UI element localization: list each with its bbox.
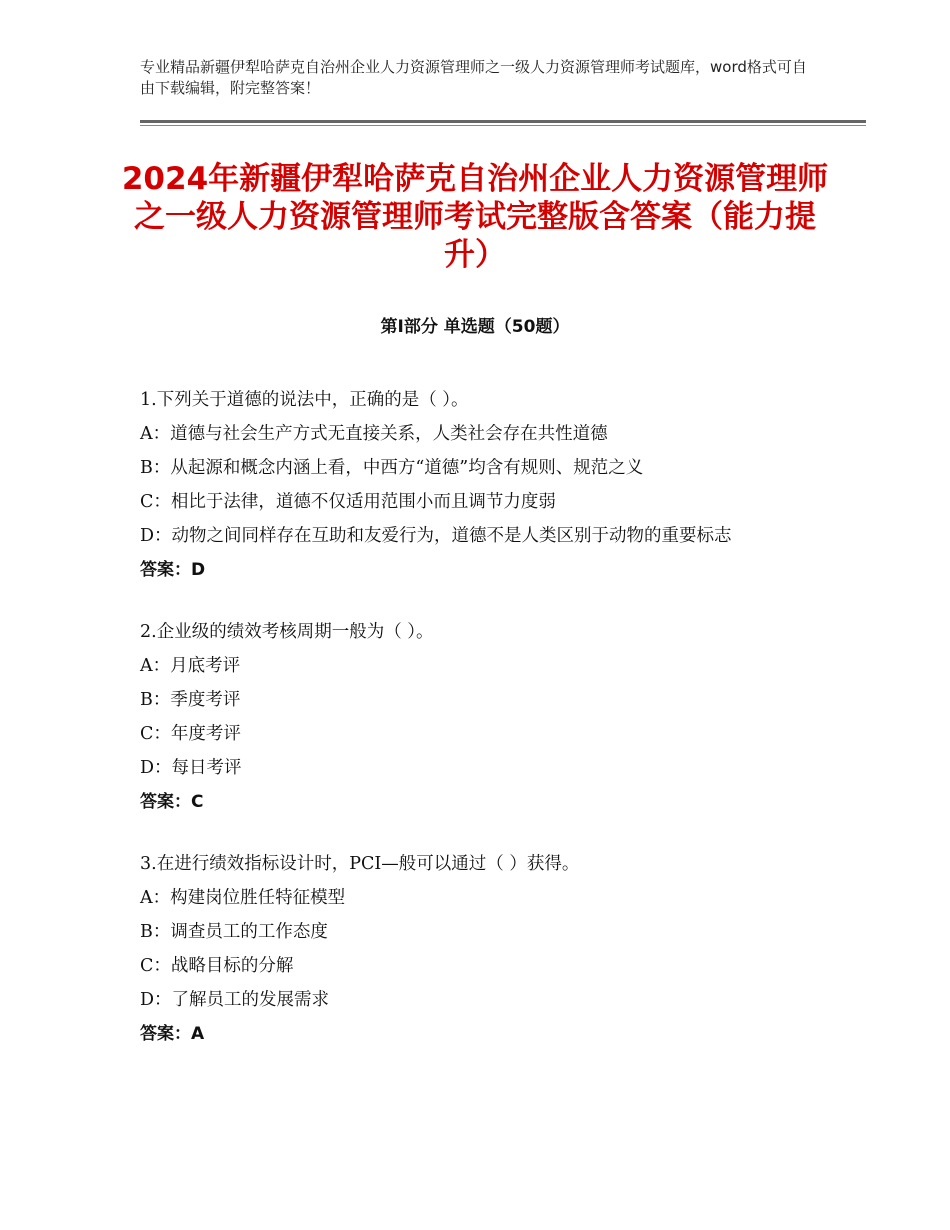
option-c: C：战略目标的分解 [140, 956, 294, 976]
answer-label: 答案：A [140, 1024, 205, 1044]
question-stem: 2.企业级的绩效考核周期一般为（ ）。 [140, 622, 434, 642]
option-b: B：调查员工的工作态度 [140, 922, 328, 942]
option-d: D：了解员工的发展需求 [140, 990, 330, 1010]
header-divider-thin [140, 125, 866, 126]
section-heading: 第Ⅰ部分 单选题（50题） [380, 317, 570, 337]
option-d: D：动物之间同样存在互助和友爱行为，道德不是人类区别于动物的重要标志 [140, 526, 732, 546]
question-1 [140, 383, 820, 587]
question-3 [140, 847, 820, 1051]
header-divider-thick [140, 120, 866, 123]
option-c: C：年度考评 [140, 724, 241, 744]
option-c: C：相比于法律，道德不仅适用范围小而且调节力度弱 [140, 492, 556, 512]
answer-label: 答案：C [140, 792, 204, 812]
option-a: A：月底考评 [140, 656, 241, 676]
option-a: A：道德与社会生产方式无直接关系，人类社会存在共性道德 [140, 424, 608, 444]
document-title: 2024年新疆伊犁哈萨克自治州企业人力资源管理师之一级人力资源管理师考试完整版含答案（能力提升） [121, 161, 829, 273]
question-list [140, 383, 820, 1079]
question-stem: 3.在进行绩效指标设计时，PCI—般可以通过（ ）获得。 [140, 854, 580, 874]
option-a: A：构建岗位胜任特征模型 [140, 888, 346, 908]
option-b: B：季度考评 [140, 690, 241, 710]
answer-label: 答案：D [140, 560, 206, 580]
option-b: B：从起源和概念内涵上看，中西方“道德”均含有规则、规范之义 [140, 458, 644, 478]
question-2 [140, 615, 820, 819]
question-stem: 1.下列关于道德的说法中，正确的是（ ）。 [140, 390, 469, 410]
header-note: 专业精品新疆伊犁哈萨克自治州企业人力资源管理师之一级人力资源管理师考试题库，word格式可自由下载编辑，附完整答案！ [140, 58, 807, 97]
option-d: D：每日考评 [140, 758, 242, 778]
